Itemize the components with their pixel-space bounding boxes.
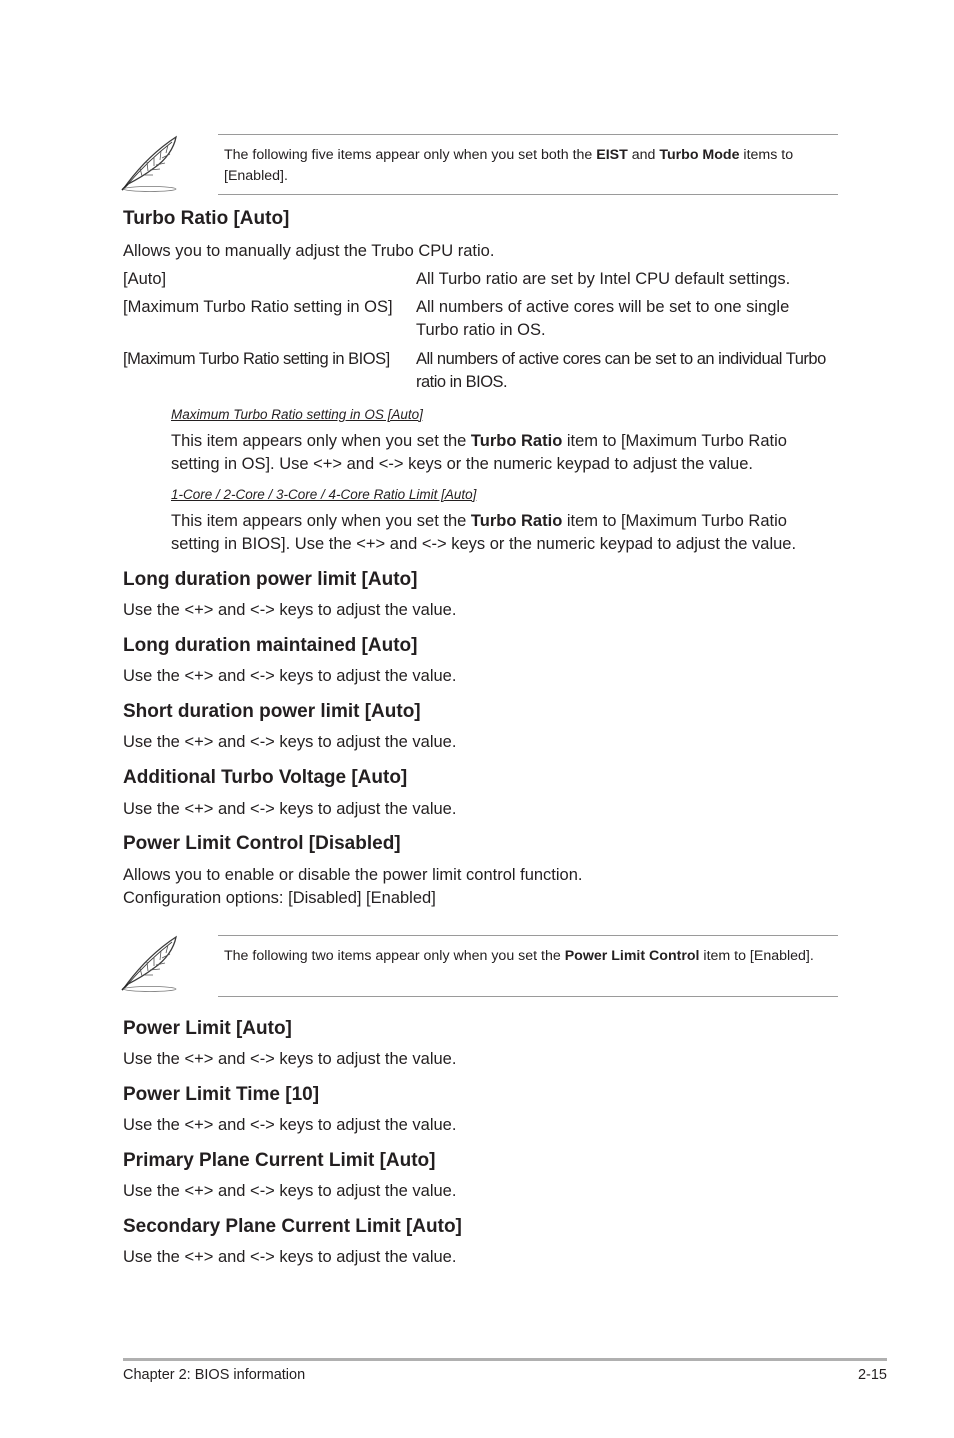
- note-bold-turbo-mode: Turbo Mode: [659, 147, 740, 163]
- section-heading: Short duration power limit [Auto]: [123, 701, 421, 722]
- footer-rule: [123, 1358, 887, 1361]
- note-top-rule: [218, 134, 838, 135]
- note-bottom-rule: [218, 194, 838, 195]
- option-name: [Maximum Turbo Ratio setting in OS]: [123, 298, 393, 316]
- option-name: [Maximum Turbo Ratio setting in BIOS]: [123, 350, 390, 368]
- note-bold-power-limit-control: Power Limit Control: [564, 948, 700, 964]
- footer-page-number: 2-15: [857, 1367, 887, 1383]
- section-description: Allows you to manually adjust the Trubo CPU ratio.: [123, 242, 495, 260]
- note-text: [224, 946, 836, 967]
- sub-bold-turbo-ratio: Turbo Ratio: [470, 512, 563, 530]
- feather-pen-icon: [120, 134, 182, 192]
- section-heading: Long duration power limit [Auto]: [123, 569, 418, 590]
- option-description: All Turbo ratio are set by Intel CPU default settings.: [416, 270, 791, 288]
- sub-description: [171, 430, 836, 476]
- section-heading: Power Limit Time [10]: [123, 1084, 320, 1105]
- footer-chapter: Chapter 2: BIOS information: [123, 1367, 306, 1383]
- note-text: [224, 145, 836, 187]
- section-description: Use the <+> and <-> keys to adjust the value.: [123, 1248, 457, 1266]
- section-heading: Primary Plane Current Limit [Auto]: [123, 1150, 436, 1171]
- sub-text-part: This item appears only when you set the: [171, 432, 471, 450]
- sub-text-part: item to [Maximum Turbo Ratio setting in OS]. Use <+> and <-> keys or the numeric keypad to adjust the value.: [171, 432, 787, 473]
- sub-text-part: item to [Maximum Turbo Ratio setting in BIOS]. Use the <+> and <-> keys or the numeric keypad to adjust the value.: [171, 512, 797, 553]
- section-heading-turbo-ratio: Turbo Ratio [Auto]: [123, 208, 290, 229]
- note-text-part: The following five items appear only when you set both the: [224, 147, 597, 163]
- sub-description: [171, 510, 836, 556]
- section-description: Use the <+> and <-> keys to adjust the value.: [123, 800, 457, 818]
- section-heading: Power Limit [Auto]: [123, 1018, 292, 1039]
- note-bold-eist: EIST: [596, 147, 628, 163]
- note-text-part: item to [Enabled].: [699, 948, 814, 964]
- section-description: Use the <+> and <-> keys to adjust the value.: [123, 601, 457, 619]
- section-heading: Secondary Plane Current Limit [Auto]: [123, 1216, 462, 1237]
- note-bottom-rule: [218, 996, 838, 997]
- section-description: Use the <+> and <-> keys to adjust the value.: [123, 1116, 457, 1134]
- feather-pen-icon: [120, 934, 182, 992]
- note-text-part: items to [Enabled].: [224, 147, 794, 184]
- sub-text-part: This item appears only when you set the: [171, 512, 471, 530]
- section-heading-power-limit-control: Power Limit Control [Disabled]: [123, 833, 401, 854]
- section-description: Allows you to enable or disable the power limit control function.: [123, 866, 583, 884]
- option-description: All numbers of active cores will be set to one single Turbo ratio in OS.: [416, 298, 790, 339]
- sub-heading-max-turbo-os: Maximum Turbo Ratio setting in OS [Auto]: [171, 407, 423, 422]
- note-top-rule: [218, 935, 838, 936]
- section-description: Use the <+> and <-> keys to adjust the value.: [123, 1050, 457, 1068]
- section-description: Use the <+> and <-> keys to adjust the value.: [123, 733, 457, 751]
- section-heading: Long duration maintained [Auto]: [123, 635, 418, 656]
- option-description: All numbers of active cores can be set to an individual Turbo ratio in BIOS.: [416, 350, 826, 391]
- note-text-part: The following two items appear only when you set the: [224, 948, 565, 964]
- section-heading: Additional Turbo Voltage [Auto]: [123, 767, 408, 788]
- note-text-part: and: [627, 147, 660, 163]
- section-description: Use the <+> and <-> keys to adjust the value.: [123, 1182, 457, 1200]
- option-name: [Auto]: [123, 270, 167, 288]
- section-description: Use the <+> and <-> keys to adjust the value.: [123, 667, 457, 685]
- sub-bold-turbo-ratio: Turbo Ratio: [470, 432, 563, 450]
- sub-heading-core-ratio-limit: 1-Core / 2-Core / 3-Core / 4-Core Ratio Limit [Auto]: [171, 487, 477, 502]
- section-configuration-options: Configuration options: [Disabled] [Enabled]: [123, 889, 436, 907]
